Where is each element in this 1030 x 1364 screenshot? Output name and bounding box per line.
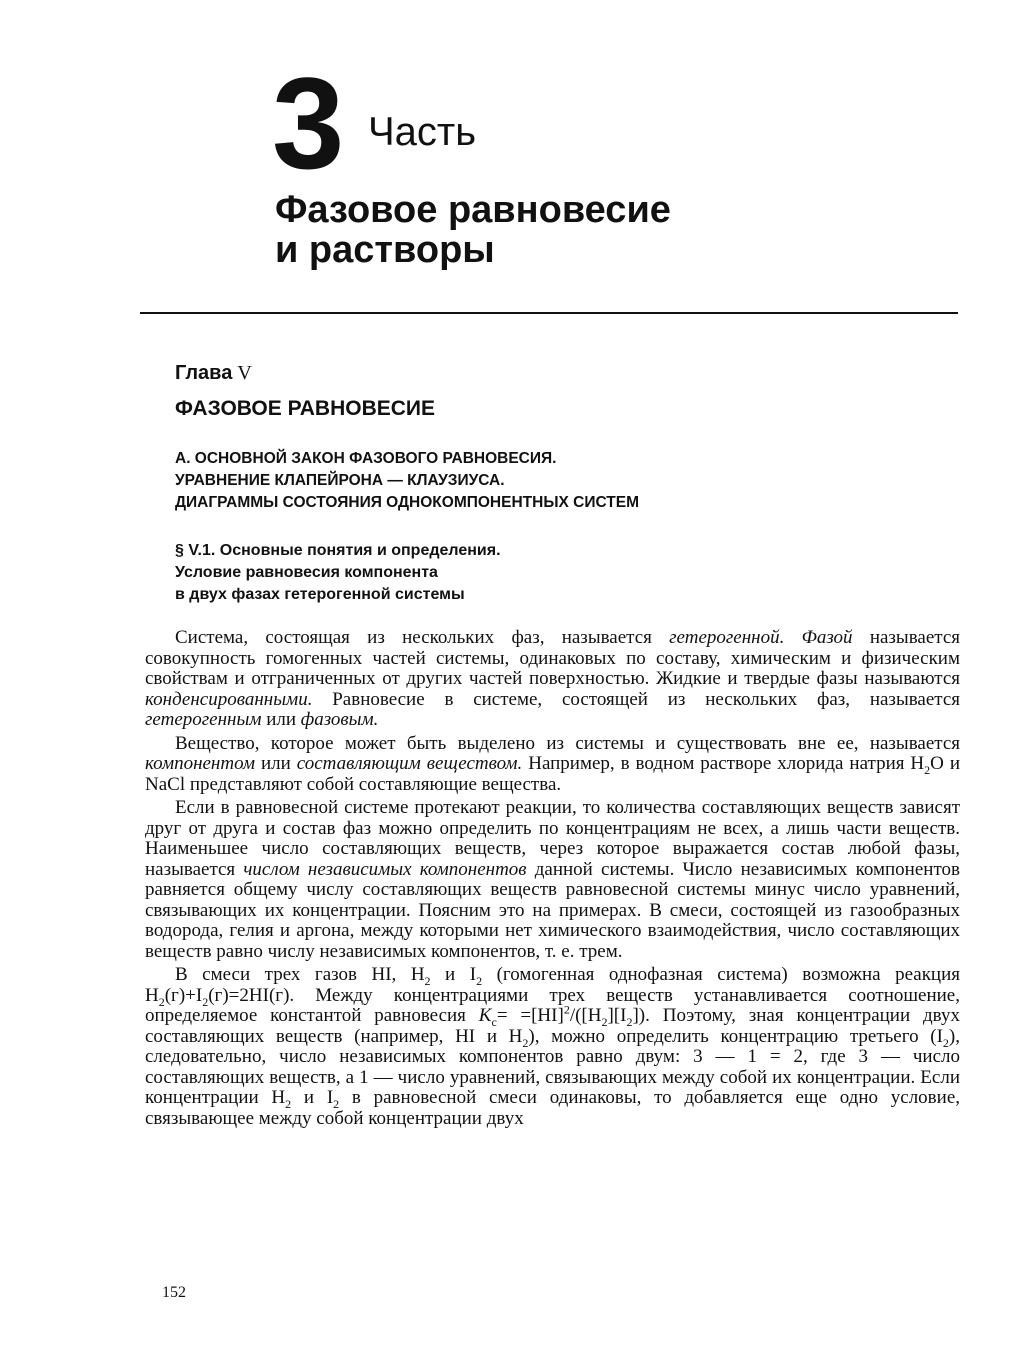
term-italic: компонентом [145,753,255,774]
text-run: (гомогенная однофазная система) возможна реакция H [145,964,961,1006]
section-heading-line-3: ДИАГРАММЫ СОСТОЯНИЯ ОДНОКОМПОНЕНТНЫХ СИСТЕМ [175,494,640,511]
paragraph-3 [145,798,960,962]
text-run: Равновесие в системе, состоящей из нескольких фаз, называется [312,688,960,710]
horizontal-rule [140,312,958,314]
text-run: (г)=2HI(г). Между концентрациями трех веществ устанавливается соотношение, определяемое константой равновесия [145,984,960,1026]
section-heading-line-2: УРАВНЕНИЕ КЛАПЕЙРОНА — КЛАУЗИУСА. [175,472,505,489]
text-run: ), следовательно, число независимых компонентов равно двум: 3 — 1 = 2, где 3 — число составляющих веществ, а 1 — число уравнений, связывающих между собой их концентрации. Если концентрации H [145,1025,960,1108]
paragraph-4 [145,965,960,1129]
text-run: ]). Поэтому, зная концентрации двух составляющих веществ (например, HI и H [145,1005,960,1047]
text-run: и I [291,1087,334,1108]
paragraph-heading [175,540,501,606]
paragraph-1 [145,628,960,731]
subscript: 2 [158,994,165,1009]
text-run: ), можно определить концентрацию третьего (I [528,1025,943,1047]
page-number: 152 [162,1284,186,1301]
term-italic: конденсированными. [145,688,313,710]
subscript: 2 [424,973,431,988]
text-run: или [254,753,297,774]
text-run: в равновесной смеси одинаковы, то добавляется еще одно условие, связывающее между собой концентрации двух [145,1087,961,1129]
part-number: 3 [272,50,345,196]
subscript: 2 [333,1096,340,1111]
subscript: 2 [522,1035,529,1050]
term-italic: Фазой [801,627,853,648]
text-run: и I [430,964,477,985]
text-run: (г)+I [164,984,203,1006]
term-italic: гетерогенным [145,709,262,730]
text-run: Например, в водном растворе хлорида натрия H [522,753,925,774]
subscript: 2 [285,1096,292,1111]
paragraph-2 [145,734,960,796]
subscript: 2 [924,762,931,777]
chapter-word: Глава [175,362,233,384]
term-italic: фазовым. [300,709,379,730]
term-italic: числом независимых компонентов [243,858,527,880]
subscript: 2 [942,1035,949,1050]
subscript: 2 [601,1014,608,1029]
chapter-numeral: V [237,362,252,384]
text-run: /([H [569,1005,602,1026]
symbol-italic: K [478,1005,492,1026]
part-word: Часть [368,110,477,154]
text-run: называется совокупность гомогенных частей системы, одинаковых по составу, химическим и физическим свойствам и отграниченных от других частей поверхностью. Жидкие и твердые фазы называются [145,627,960,689]
paragraph-heading-line-2: Условие равновесия компонента [175,564,438,581]
text-run: Система, состоящая из нескольких фаз, называется [175,627,670,648]
chapter-title: ФАЗОВОЕ РАВНОВЕСИЕ [175,397,436,420]
text-run: Вещество, которое может быть выделено из системы и существовать вне ее, называется [175,732,960,754]
subscript: c [491,1014,497,1029]
subscript: 2 [202,994,209,1009]
part-title-line-1: Фазовое равновесие [275,189,671,231]
text-run: В смеси трех газов HI, H [175,964,425,985]
section-heading [175,448,639,514]
text-run: или [261,709,301,730]
paragraph-heading-line-1: § V.1. Основные понятия и определения. [175,542,501,559]
text-run: = =[HI] [496,1005,564,1026]
text-run: данной системы. Число независимых компонентов равняется общему числу составляющих веществ равновесной системы минус число уравнений, связывающих их концентрации. Поясним это на примерах. В смеси, состоящей из газообразных водорода, гелия и аргона, между которыми нет химического взаимодействия, число составляющих веществ равно числу независимых компонентов, т. е. трем. [145,858,960,962]
part-title [275,190,671,270]
superscript: 2 [563,1002,570,1017]
subscript: 2 [476,973,483,988]
text-run: ][I [607,1005,627,1026]
section-heading-line-1: А. ОСНОВНОЙ ЗАКОН ФАЗОВОГО РАВНОВЕСИЯ. [175,450,557,467]
term-italic: составляющим веществом. [296,753,523,774]
chapter-label [175,362,252,385]
text-run: Если в равновесной системе протекают реакции, то количества составляющих веществ зависят друг от друга и состав фаз можно определить по концентрациям не всех, а лишь части веществ. Наименьшее число составляющих веществ, через которое выражается состав любой фазы, называется [145,797,960,880]
subscript: 2 [626,1014,633,1029]
body-text [145,628,960,1132]
text-run [784,627,801,648]
part-title-line-2: и растворы [275,229,495,271]
term-italic: гетерогенной. [669,627,785,648]
text-run: O и NaCl представляют собой составляющие вещества. [145,753,961,795]
paragraph-heading-line-3: в двух фазах гетерогенной системы [175,586,465,603]
